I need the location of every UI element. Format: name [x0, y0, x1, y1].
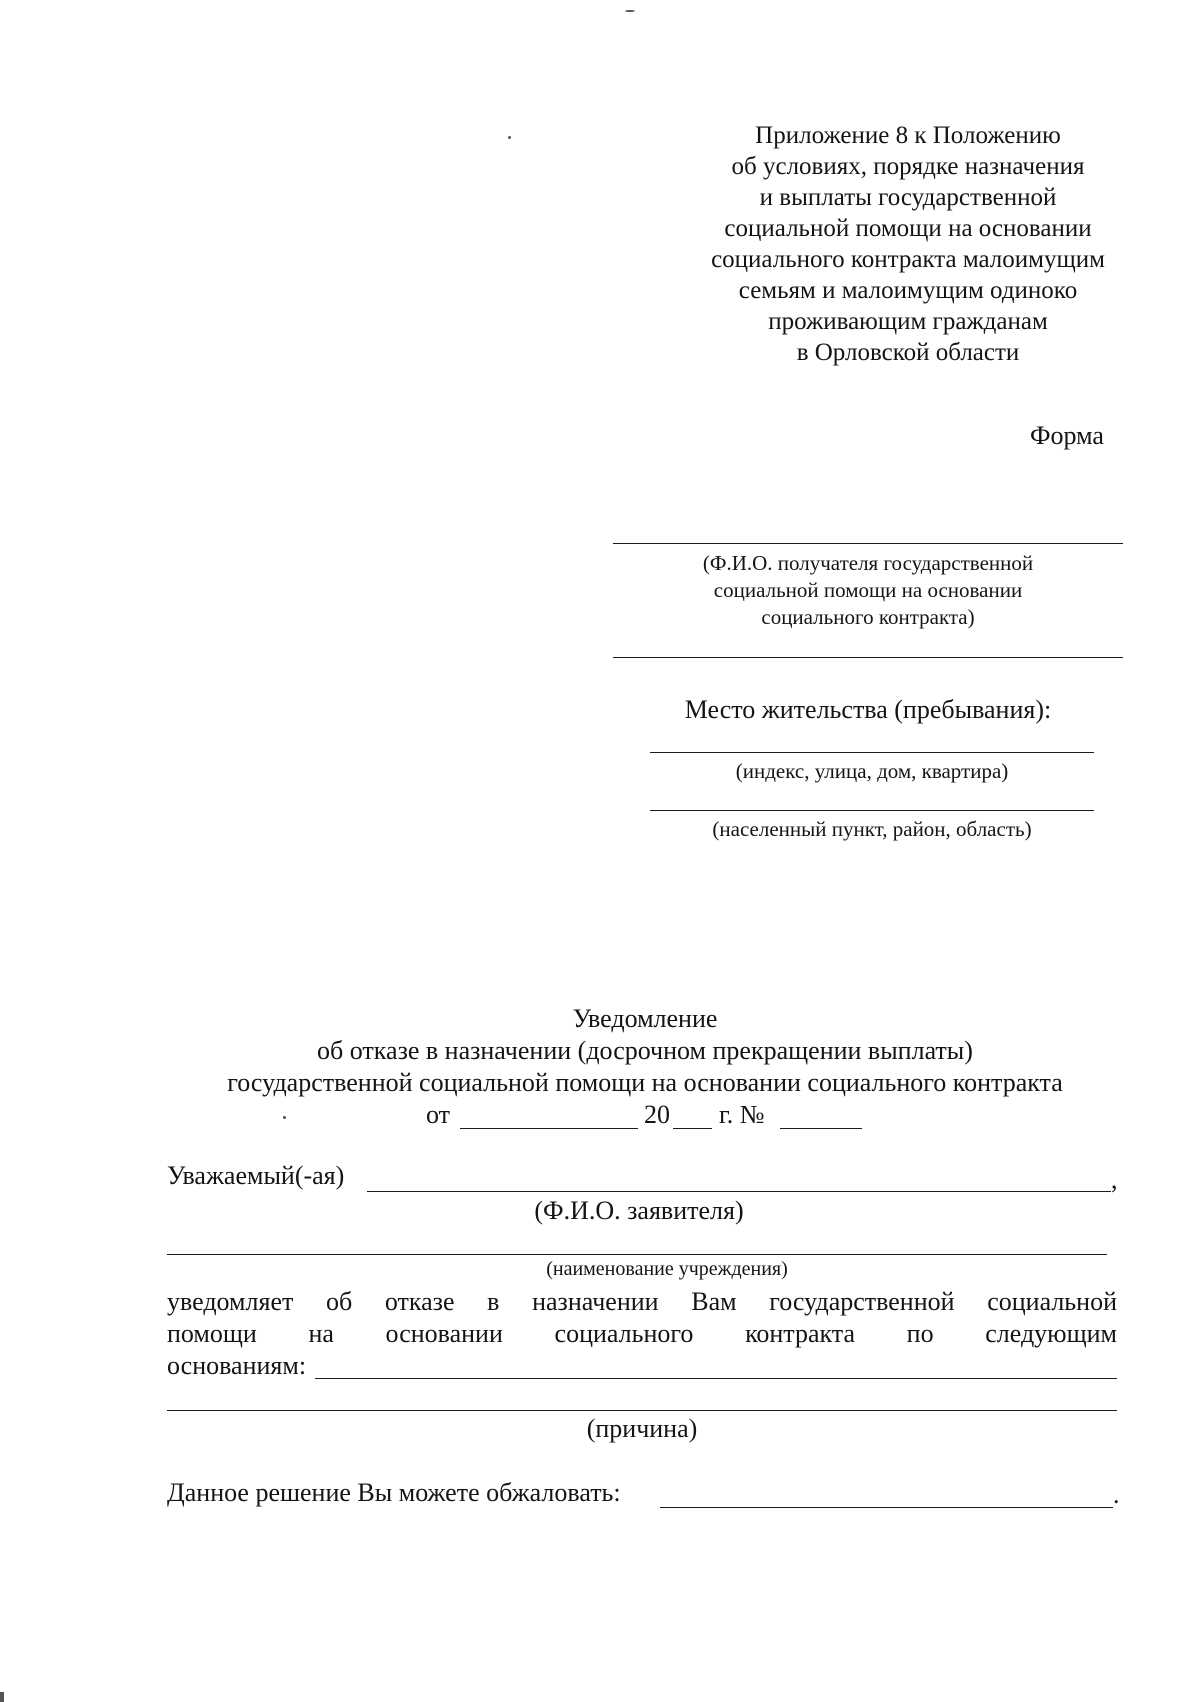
recipient-name-line[interactable] — [613, 543, 1123, 544]
notice-subtitle: об отказе в назначении (досрочном прекращении выплаты) — [317, 1036, 973, 1065]
applicant-name-line[interactable] — [367, 1191, 1111, 1192]
scan-speck — [508, 136, 511, 139]
salutation-comma: , — [1111, 1165, 1118, 1194]
recipient-caption: (Ф.И.О. получателя государственной — [702, 551, 1034, 575]
residence-label: Место жительства (пребывания): — [684, 695, 1052, 724]
notice-subtitle: государственной социальной помощи на основании социального контракта — [227, 1068, 1063, 1097]
grounds-label: основаниям: — [167, 1351, 307, 1380]
applicant-caption: (Ф.И.О. заявителя) — [534, 1196, 744, 1225]
recipient-caption: социального контракта) — [761, 605, 975, 629]
body-text-1: уведомляет об отказе в назначении Вам государственной социальной — [167, 1287, 1117, 1316]
appeal-text: Данное решение Вы можете обжаловать: — [167, 1478, 621, 1507]
number-field[interactable] — [780, 1128, 862, 1129]
reason-line[interactable] — [167, 1410, 1117, 1411]
appendix-line: в Орловской области — [796, 339, 1020, 366]
institution-line[interactable] — [167, 1254, 1107, 1255]
scan-speck — [625, 10, 635, 12]
year-field[interactable] — [673, 1128, 712, 1129]
scan-speck — [283, 1116, 286, 1119]
appendix-line: Приложение 8 к Положению — [755, 122, 1061, 149]
form-label: Форма — [1030, 421, 1104, 450]
appendix-line: об условиях, порядке назначения — [731, 153, 1085, 180]
body-text-2: помощи на основании социального контракта по следующим — [167, 1319, 1117, 1348]
body-text-line — [167, 1318, 1117, 1349]
date-field[interactable] — [460, 1128, 638, 1129]
date-prefix: от — [426, 1100, 451, 1129]
address-caption: (индекс, улица, дом, квартира) — [735, 759, 1009, 783]
appeal-period: . — [1113, 1480, 1120, 1509]
appeal-line[interactable] — [660, 1507, 1113, 1508]
number-prefix: г. № — [719, 1100, 765, 1129]
appendix-line: социального контракта малоимущим — [711, 246, 1105, 273]
grounds-line[interactable] — [315, 1378, 1117, 1379]
scan-speck — [0, 1692, 4, 1702]
reason-caption: (причина) — [586, 1414, 698, 1443]
address-line[interactable] — [650, 752, 1094, 753]
recipient-caption: социальной помощи на основании — [713, 578, 1023, 602]
locality-line[interactable] — [650, 810, 1094, 811]
appendix-line: семьям и малоимущим одиноко — [738, 277, 1078, 304]
recipient-extra-line[interactable] — [613, 657, 1123, 658]
notice-title: Уведомление — [572, 1004, 718, 1033]
locality-caption: (населенный пункт, район, область) — [712, 817, 1032, 841]
appendix-line: социальной помощи на основании — [724, 215, 1092, 242]
year-prefix: 20 — [644, 1100, 670, 1129]
body-text-line — [167, 1286, 1117, 1317]
institution-caption: (наименование учреждения) — [546, 1258, 788, 1280]
salutation: Уважаемый(-ая) — [167, 1161, 345, 1190]
appendix-line: проживающим гражданам — [768, 308, 1048, 335]
appendix-line: и выплаты государственной — [759, 184, 1057, 211]
